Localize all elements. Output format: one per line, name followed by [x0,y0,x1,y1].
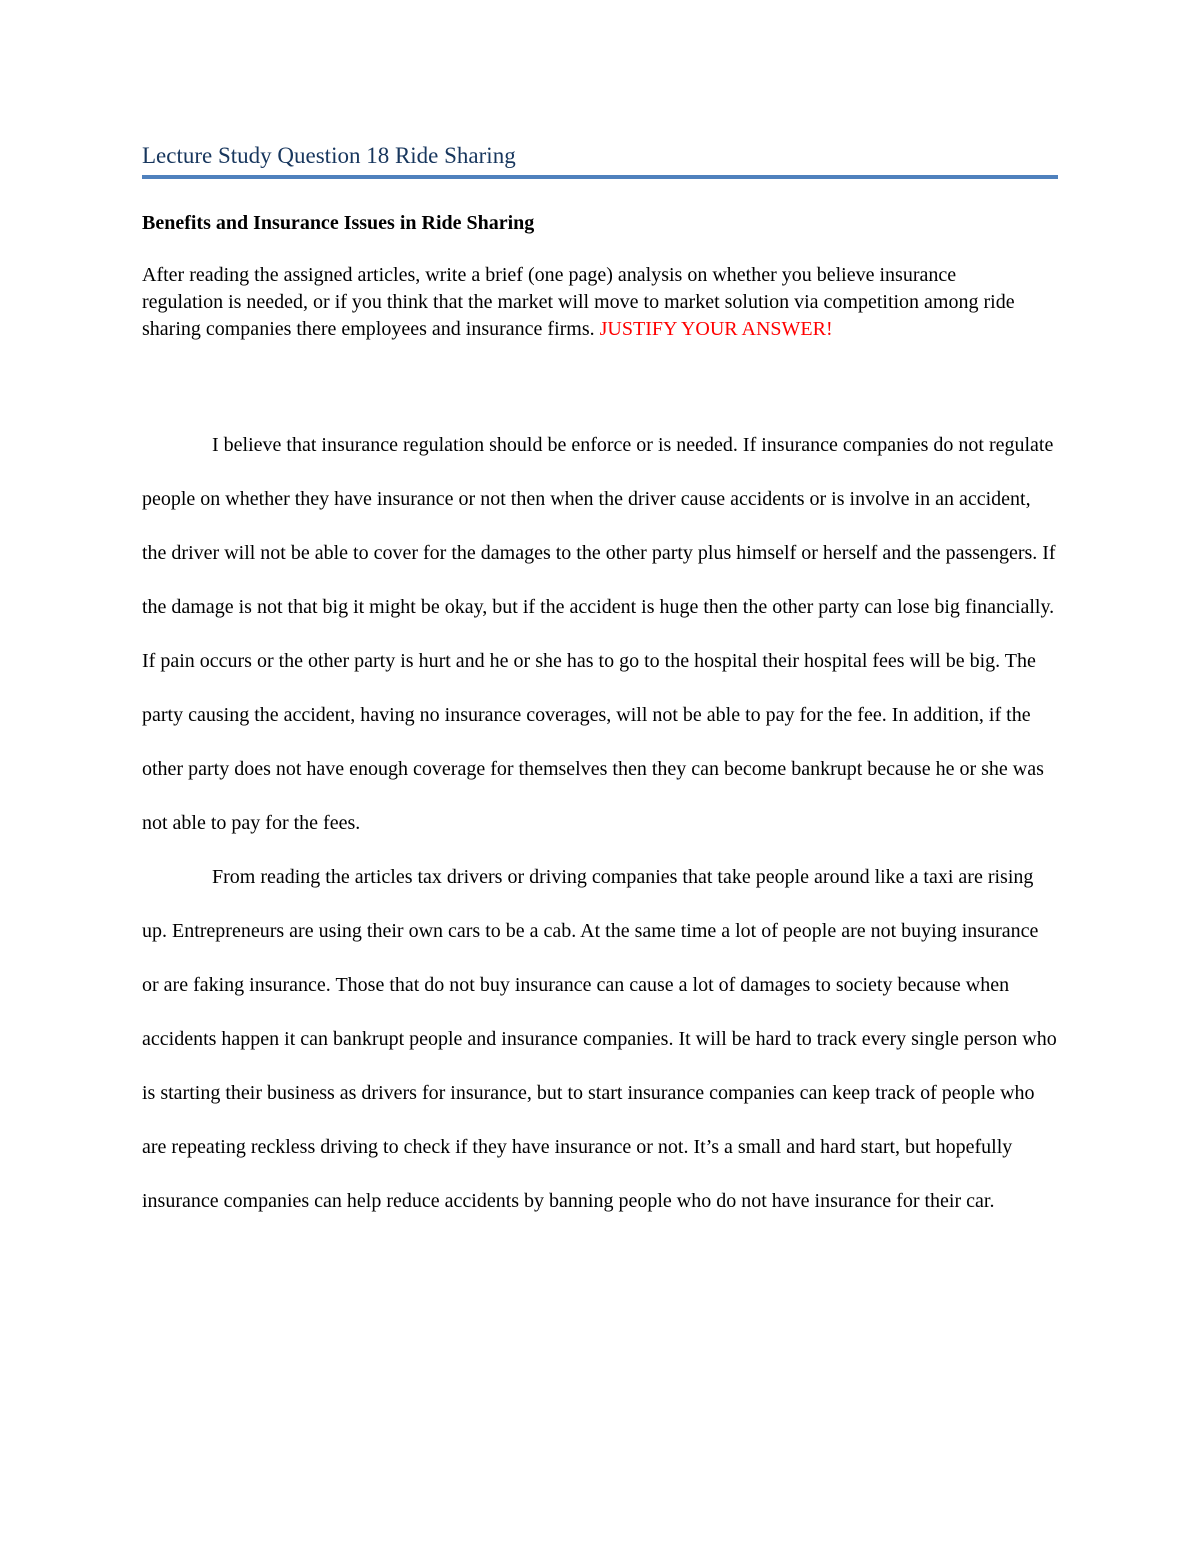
essay-body [142,418,1058,1228]
essay-paragraph: I believe that insurance regulation should be enforce or is needed. If insurance companies do not regulate people on whether they have insurance or not then when the driver cause accidents or is involve in an accident, the driver will not be able to cover for the damages to the other party plus himself or herself and the passengers. If the damage is not that big it might be okay, but if the accident is huge then the other party can lose big financially. If pain occurs or the other party is hurt and he or she has to go to the hospital their hospital fees will be big. The party causing the accident, having no insurance coverages, will not be able to pay for the fee. In addition, if the other party does not have enough coverage for themselves then they can become bankrupt because he or she was not able to pay for the fees. [142,434,1056,834]
prompt-emphasis: JUSTIFY YOUR ANSWER! [599,318,833,340]
essay-paragraph: From reading the articles tax drivers or driving companies that take people around like a taxi are rising up. Entrepreneurs are using their own cars to be a cab. At the same time a lot of people are not buying insurance or are faking insurance. Those that do not buy insurance can cause a lot of damages to society because when accidents happen it can bankrupt people and insurance companies. It will be hard to track every single person who is starting their business as drivers for insurance, but to start insurance companies can keep track of people who are repeating reckless driving to check if they have insurance or not. It’s a small and hard start, but hopefully insurance companies can help reduce accidents by banning people who do not have insurance for their car. [142,866,1057,1212]
section-heading: Benefits and Insurance Issues in Ride Sharing [142,212,535,234]
document-title: Lecture Study Question 18 Ride Sharing [142,143,516,168]
title-underline-rule [142,175,1058,179]
assignment-prompt [142,262,1032,343]
prompt-text: After reading the assigned articles, write a brief (one page) analysis on whether you believe insurance regulation is needed, or if you think that the market will move to market solution via competition among ride sharing companies there employees and insurance firms. [142,264,1015,340]
